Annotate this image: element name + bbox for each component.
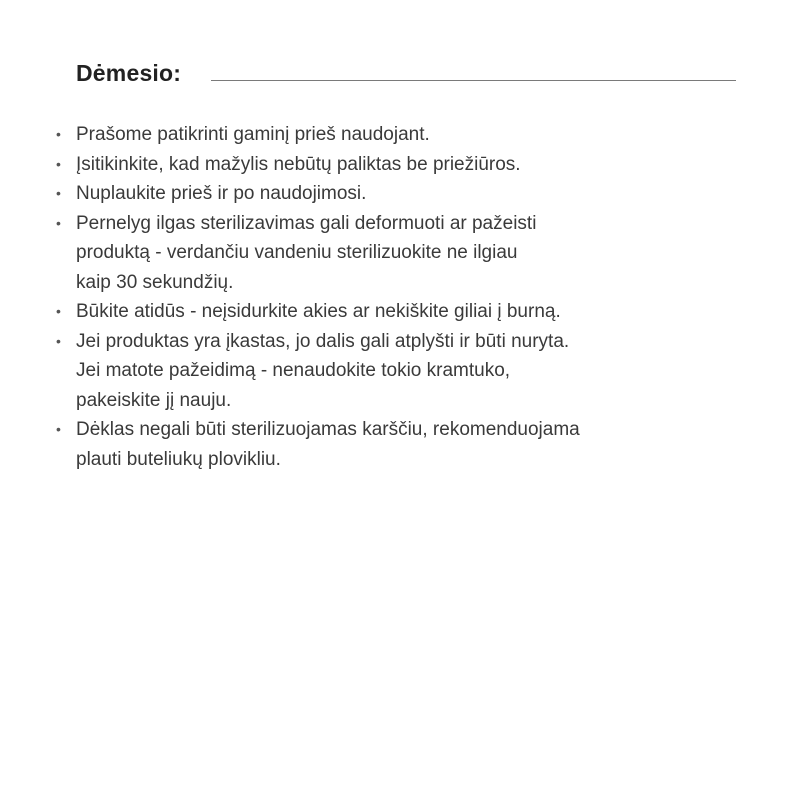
- header-divider: [211, 80, 736, 81]
- warning-text: Pernelyg ilgas sterilizavimas gali deformuoti ar pažeisti: [76, 212, 537, 234]
- warning-item: [56, 297, 756, 327]
- warning-text: Dėklas negali būti sterilizuojamas karščiu, rekomenduojama: [76, 419, 580, 440]
- bullet-icon: •: [56, 214, 61, 231]
- warning-text: kaip 30 sekundžių.: [76, 271, 234, 293]
- bullet-icon: •: [56, 332, 61, 349]
- warning-item: [56, 209, 756, 298]
- warning-text: produktą - verdančiu vandeniu sterilizuokite ne ilgiau: [76, 242, 518, 263]
- warning-text: Įsitikinkite, kad mažylis nebūtų paliktas be priežiūros.: [76, 153, 521, 175]
- warning-item: [56, 150, 756, 180]
- bullet-icon: •: [56, 421, 61, 437]
- warning-text: Jei produktas yra įkastas, jo dalis gali atplyšti ir būti nuryta.: [76, 330, 570, 352]
- page-title: Dėmesio:: [76, 59, 182, 86]
- bullet-icon: •: [56, 185, 61, 201]
- bullet-icon: •: [56, 303, 61, 319]
- warning-list: [56, 120, 756, 474]
- warning-text: Būkite atidūs - neįsidurkite akies ar nekiškite giliai į burną.: [76, 301, 561, 322]
- warning-item: [56, 179, 756, 209]
- warning-item: [56, 120, 756, 150]
- bullet-icon: •: [56, 126, 61, 142]
- warning-text: plauti buteliukų plovikliu.: [76, 448, 281, 470]
- warning-text: Prašome patikrinti gaminį prieš naudojant.: [76, 124, 430, 145]
- warning-text: Nuplaukite prieš ir po naudojimosi.: [76, 183, 367, 204]
- warning-item: [56, 415, 756, 474]
- warning-text: pakeiskite jį nauju.: [76, 389, 232, 411]
- bullet-icon: •: [56, 155, 61, 172]
- warning-item: [56, 327, 756, 416]
- warning-text: Jei matote pažeidimą - nenaudokite tokio kramtuko,: [76, 360, 511, 381]
- header-row: [76, 56, 736, 90]
